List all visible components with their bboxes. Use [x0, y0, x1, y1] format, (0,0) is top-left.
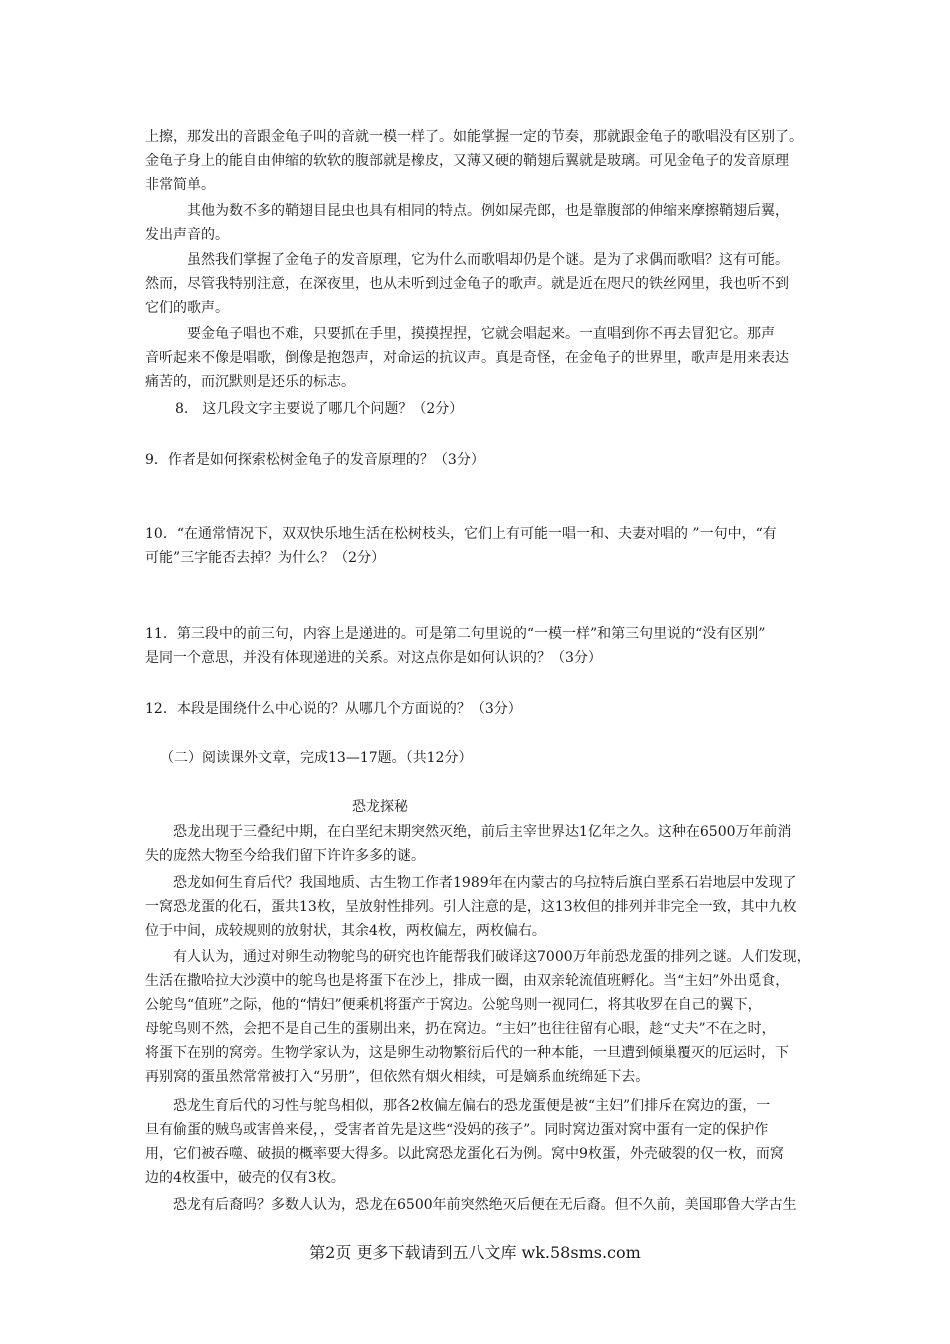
section-heading: （二）阅读课外文章，完成13—17题。（共12分）	[160, 750, 473, 766]
page-footer: 第2页 更多下载请到五八文库 wk.58sms.com	[309, 1243, 641, 1262]
text-line: 其他为数不多的鞘翅目昆虫也具有相同的特点。例如屎壳郎，也是靠腹部的伸缩来摩擦鞘翅后翼，	[145, 203, 789, 219]
text-line: 10．“在通常情况下，双双快乐地生活在松树枝头，它们上有可能一唱一和、夫妻对唱的 ”一句中，“有	[145, 526, 777, 542]
text-line: 母鸵鸟则不然，会把不是自己生的蛋剔出来，扔在窝边。“主妇”也往往留有心眼，趁“丈夫”不在之时，	[145, 1021, 776, 1037]
passage-paragraph-2	[145, 199, 815, 247]
text-line: 虽然我们掌握了金龟子的发音原理，它为什么而歌唱却仍是个谜。是为了求偶而歌唱？这有可能。	[145, 252, 789, 268]
text-line: 旦有偷蛋的贼鸟或害兽来侵，，受害者首先是这些“没妈的孩子”。同时窝边蛋对窝中蛋有一定的保护作	[145, 1122, 769, 1138]
question-12: 12．本段是围绕什么中心说的？从哪几个方面说的？（3分）	[145, 701, 522, 717]
question-10	[145, 522, 815, 570]
text-line: 失的庞然大物至今给我们留下许许多多的谜。	[145, 848, 425, 864]
question-11	[145, 622, 815, 670]
text-line: 它们的歌声。	[145, 300, 229, 316]
article-paragraph-3	[145, 945, 815, 1089]
article-title: 恐龙探秘	[352, 799, 408, 815]
question-9: 9．作者是如何探索松树金龟子的发音原理的？（3分）	[145, 452, 485, 468]
text-line: 可能”三字能否去掉？为什么？（2分）	[145, 550, 386, 566]
text-line: 边的4枚蛋中，破壳的仅有3枚。	[145, 1170, 345, 1186]
text-line: 再别窝的蛋虽然常常被打入“另册”，但依然有烟火相续，可是嫡系血统绵延下去。	[145, 1069, 650, 1085]
text-line: 是同一个意思，并没有体现递进的关系。对这点你是如何认识的？（3分）	[145, 650, 602, 666]
text-line: 金龟子身上的能自由伸缩的软软的腹部就是橡皮，又薄又硬的鞘翅后翼就是玻璃。可见金龟子的发音原理	[145, 153, 789, 169]
text-line: 将蛋下在别的窝旁。生物学家认为，这是卵生动物繁衍后代的一种本能，一旦遭到倾巢覆灭的厄运时，下	[145, 1045, 789, 1061]
text-line: 位于中间，成较规则的放射状，其余4枚，两枚偏左，两枚偏右。	[145, 923, 546, 939]
text-line: 痛苦的，而沉默则是还乐的标志。	[145, 374, 355, 390]
article-paragraph-4	[145, 1094, 815, 1190]
passage-paragraph-4	[145, 322, 815, 394]
text-line: 然而，尽管我特别注意，在深夜里，也从未听到过金龟子的歌声。就是近在咫尺的铁丝网里，我也听不到	[145, 276, 789, 292]
text-line: 发出声音的。	[145, 227, 229, 243]
text-line: 11．第三段中的前三句，内容上是递进的。可是第二句里说的“一模一样”和第三句里说的“没有区别”	[145, 626, 766, 642]
text-line: 公鸵鸟“值班”之际，他的“情妇”便乘机将蛋产于窝边。公鸵鸟则一视同仁，将其收罗在自己的翼下，	[145, 997, 762, 1013]
text-line: 有人认为，通过对卵生动物鸵鸟的研究也许能帮我们破译这7000万年前恐龙蛋的排列之谜。人们发现，	[145, 949, 811, 965]
text-line: 恐龙生育后代的习性与鸵鸟相似，那各2枚偏左偏右的恐龙蛋便是被“主妇”们排斥在窝边的蛋，一	[145, 1098, 771, 1114]
text-line: 恐龙如何生育后代？我国地质、古生物工作者1989年在内蒙古的乌拉特后旗白垩系石岩地层中发现了	[145, 875, 797, 891]
article-paragraph-5	[145, 1193, 815, 1217]
article-paragraph-2	[145, 871, 815, 943]
passage-paragraph-1	[145, 125, 815, 197]
text-line: 用，它们被吞噬、破损的概率要大得多。以此窝恐龙蛋化石为例。窝中9枚蛋，外壳破裂的仅一枚，而窝	[145, 1146, 784, 1162]
text-line: 上擦，那发出的音跟金龟子叫的音就一模一样了。如能掌握一定的节奏，那就跟金龟子的歌唱没有区别了。	[145, 129, 803, 145]
text-line: 要金龟子唱也不难，只要抓在手里，摸摸捏捏，它就会唱起来。一直唱到你不再去冒犯它。那声	[145, 326, 775, 342]
article-paragraph-1	[145, 820, 815, 868]
text-line: 音听起来不像是唱歌，倒像是抱怨声，对命运的抗议声。真是奇怪，在金龟子的世界里，歌声是用来表达	[145, 350, 789, 366]
text-line: 非常简单。	[145, 177, 215, 193]
text-line: 恐龙有后裔吗？多数人认为，恐龙在6500年前突然绝灭后便在无后裔。但不久前，美国耶鲁大学古生	[145, 1197, 797, 1213]
text-line: 生活在撒哈拉大沙漠中的鸵鸟也是将蛋下在沙上，排成一圈，由双亲轮流值班孵化。当“主妇”外出觅食，	[145, 973, 790, 989]
passage-paragraph-3	[145, 248, 815, 320]
text-line: 恐龙出现于三叠纪中期，在白垩纪末期突然灭绝，前后主宰世界达1亿年之久。这种在6500万年前消	[145, 824, 792, 840]
text-line: 一窝恐龙蛋的化石，蛋共13枚，呈放射性排列。引人注意的是，这13枚但的排列并非完全一致，其中九枚	[145, 899, 797, 915]
question-8: 8. 这几段文字主要说了哪几个问题？（2分）	[175, 401, 464, 417]
